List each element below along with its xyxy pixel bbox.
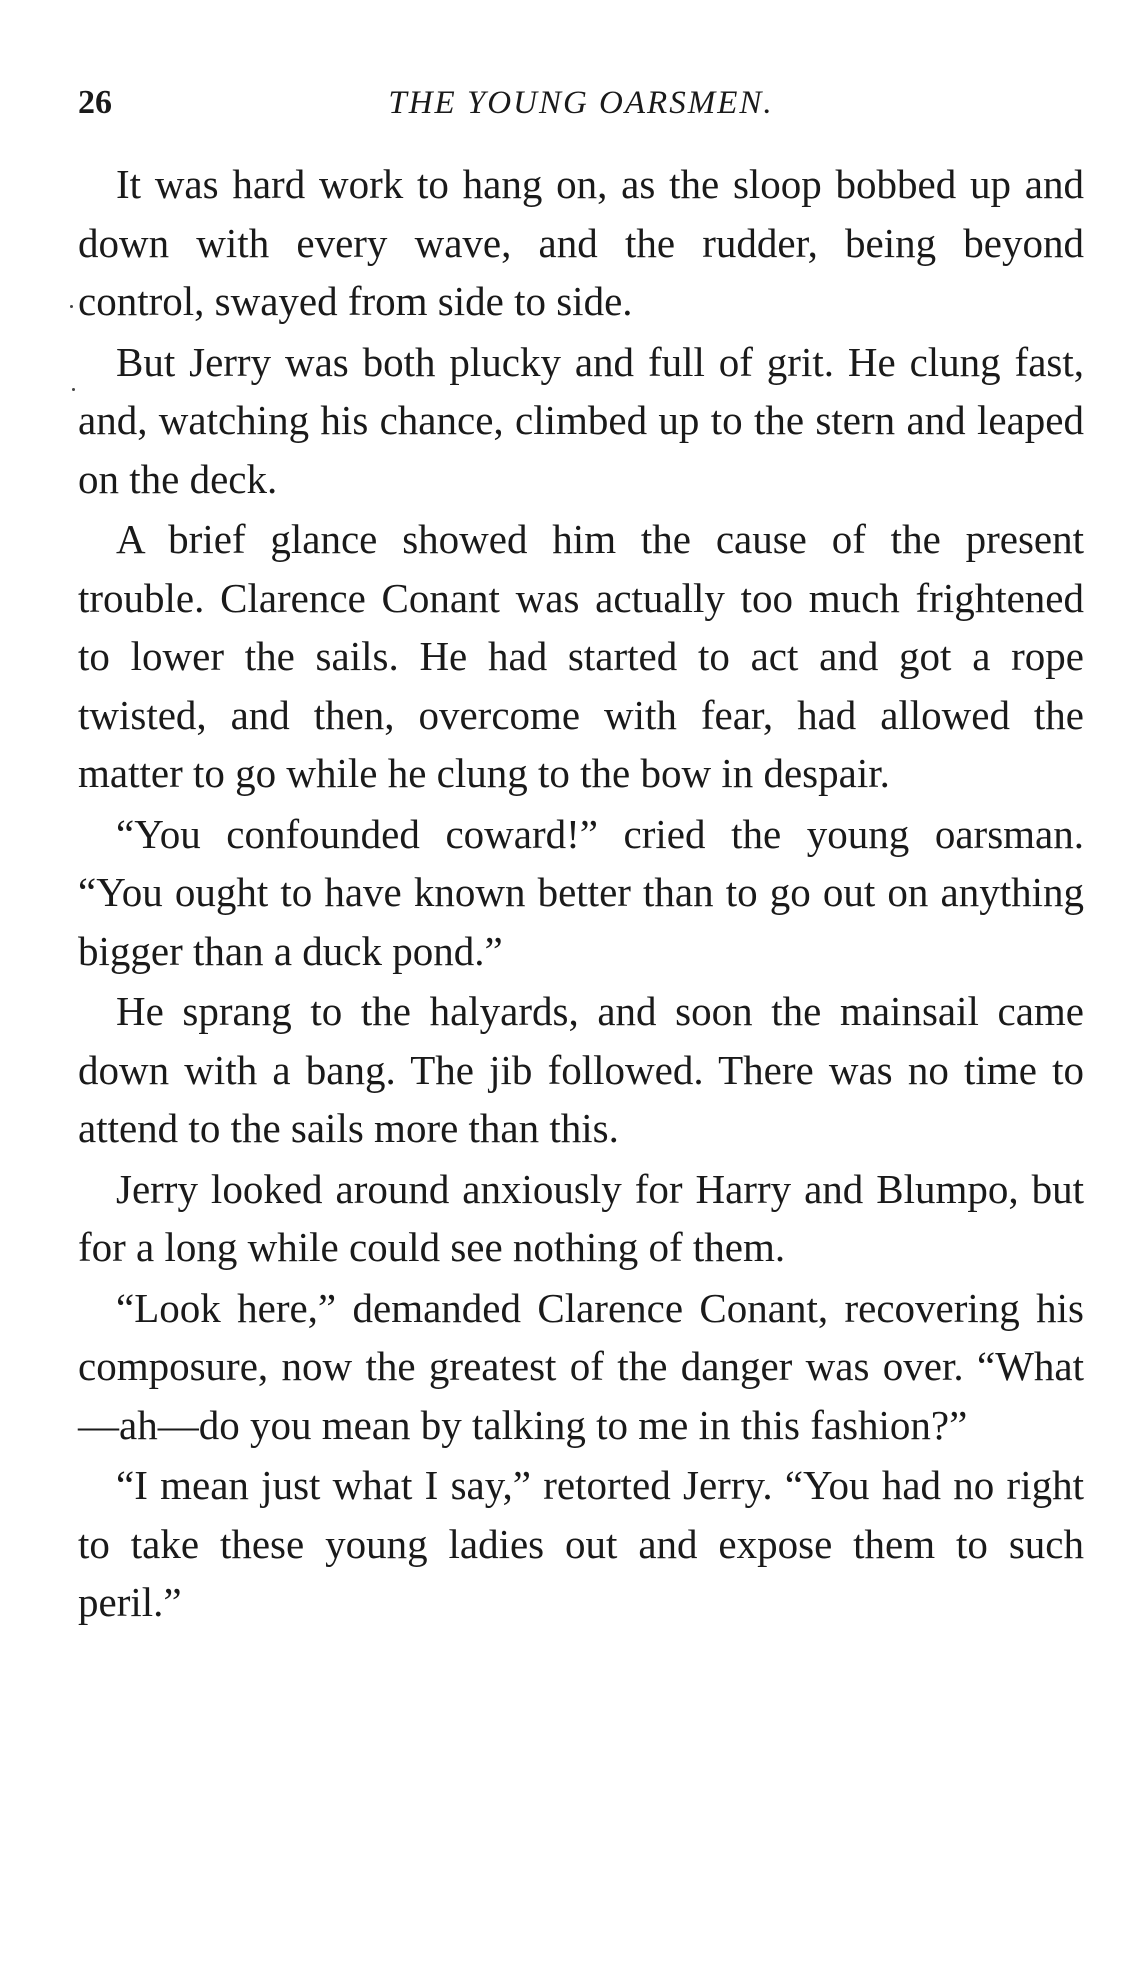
paragraph: Jerry looked around anxiously for Harry and Blumpo, but for a long while could see nothing of them. (78, 1165, 1084, 1270)
paragraph: He sprang to the halyards, and soon the mainsail came down with a bang. The jib followed. There was no time to attend to the sails more than this. (78, 988, 1084, 1151)
running-head (78, 78, 1084, 128)
running-title: THE YOUNG OARSMEN. (388, 85, 774, 121)
paragraph: “Look here,” demanded Clarence Conant, recovering his composure, now the greatest of the danger was over. “What—ah—do you mean by talking to me in this fashion?” (78, 1284, 1084, 1448)
print-speck (72, 388, 75, 391)
paragraph: But Jerry was both plucky and full of grit. He clung fast, and, watching his chance, climbed up to the stern and leaped on the deck. (78, 338, 1084, 502)
print-speck (70, 305, 73, 308)
page-number: 26 (78, 84, 112, 121)
body-text (78, 155, 1084, 1634)
paragraph: “You confounded coward!” cried the young oarsman. “You ought to have known better than to go out on anything bigger than a duck pond.” (78, 810, 1084, 974)
paragraph: “I mean just what I say,” retorted Jerry. “You had no right to take these young ladies out and expose them to such peril.” (78, 1462, 1084, 1625)
paragraph: A brief glance showed him the cause of the present trouble. Clarence Conant was actually too much frightened to lower the sails. He had started to act and got a rope twisted, and then, overcome with fear, had allowed the matter to go while he clung to the bow in despair. (78, 516, 1084, 796)
paragraph: It was hard work to hang on, as the sloop bobbed up and down with every wave, and the rudder, being beyond control, swayed from side to side. (78, 161, 1084, 324)
